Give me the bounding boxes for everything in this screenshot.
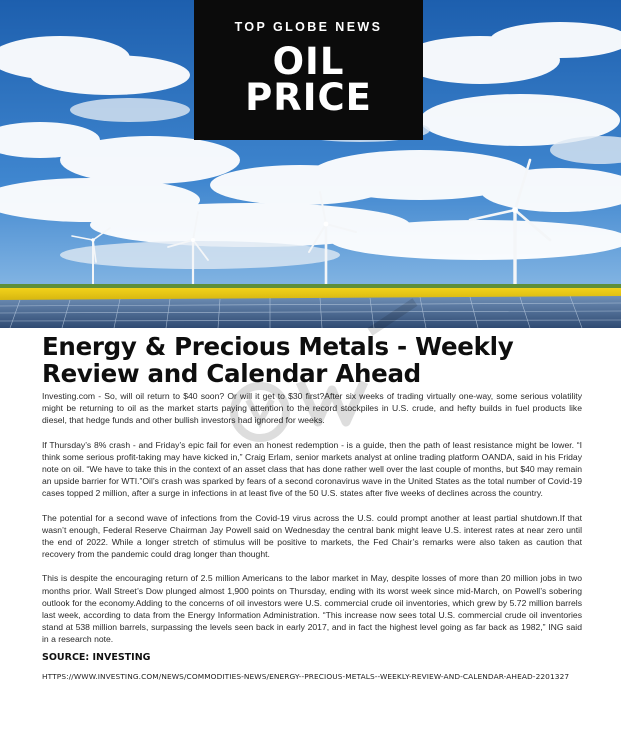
article [42, 333, 582, 682]
topic-title [194, 40, 423, 119]
paragraph-1: Investing.com - So, will oil return to $40 soon? Or will it get to $30 first?After six weeks of trading virtually one-way, some serious volatility might be returning to oil as the market starts paying attention to the record stockpiles in U.S. crude, and hefty builds in fuel products like diesel, that hedge funds and other bullish investors had ignored for weeks. [42, 391, 582, 426]
source-label: SOURCE: INVESTING [42, 651, 151, 663]
paragraph-4: This is despite the encouraging return of 2.5 million Americans to the labor market in May, despite losses of more than 20 million jobs in two months prior. Wall Street’s Dow plunged almost 1,900 points on Thursday, ending with its worst week since mid-March, on Powell’s sobering outlook for the economy.Adding to the concerns of oil investors were U.S. commercial crude oil inventories, which grew by 5.72 million barrels last week, according to data from the Energy Information Administration. “This increase now sees total U.S. commercial crude oil inventories stand at 538 million barrels, surpassing the levels seen back in early 2017, and in fact the highest level going as far back as 1982,” ING said in a research note. [42, 573, 582, 645]
paragraph-3: The potential for a second wave of infections from the Covid-19 virus across the U.S. could prompt another at least partial shutdown.If that wasn’t enough, Federal Reserve Chairman Jay Powell said on Wednesday the central bank might leave U.S. interest rates at near zero until the end of 2022. While a longer stretch of stimulus will be positive to markets, the Fed Chair’s remarks were also taken as caution that recovery from the pandemic could drag longer than thought. [42, 512, 582, 560]
paragraph-2: If Thursday’s 8% crash - and Friday’s epic fail for even an honest redemption - is a guide, then the path of least resistance might be lower. “I think some serious profit-taking may have kicked in,” Craig Erlam, senior markets analyst at online trading platform OANDA, said in his Friday note on oil. “We have to take this in the context of an asset class that has done rather well over the last couple of months, but $40 may remain an upside barrier for WTI.”Oil’s crash was sparked by fears of a second coronavirus wave in the United States as the total number of Covid-19 cases topped 2 million, after a surge in infections in at least five of the 50 U.S. states after five weeks of declines across the country. [42, 439, 582, 499]
headline-line-2: Review and Calendar Ahead [42, 359, 421, 388]
source-url: HTTPS://WWW.INVESTING.COM/NEWS/COMMODITIES-NEWS/ENERGY--PRECIOUS-METALS--WEEKLY-REVIEW-AND-CALENDAR-AHEAD-2201327 [42, 671, 570, 681]
publication-name: TOP GLOBE NEWS [234, 20, 383, 34]
topic-title-line-1: OIL [272, 40, 345, 83]
headline [42, 333, 582, 387]
title-badge [194, 0, 423, 140]
headline-line-1: Energy & Precious Metals - Weekly [42, 332, 514, 361]
topic-title-line-2: PRICE [245, 76, 372, 119]
